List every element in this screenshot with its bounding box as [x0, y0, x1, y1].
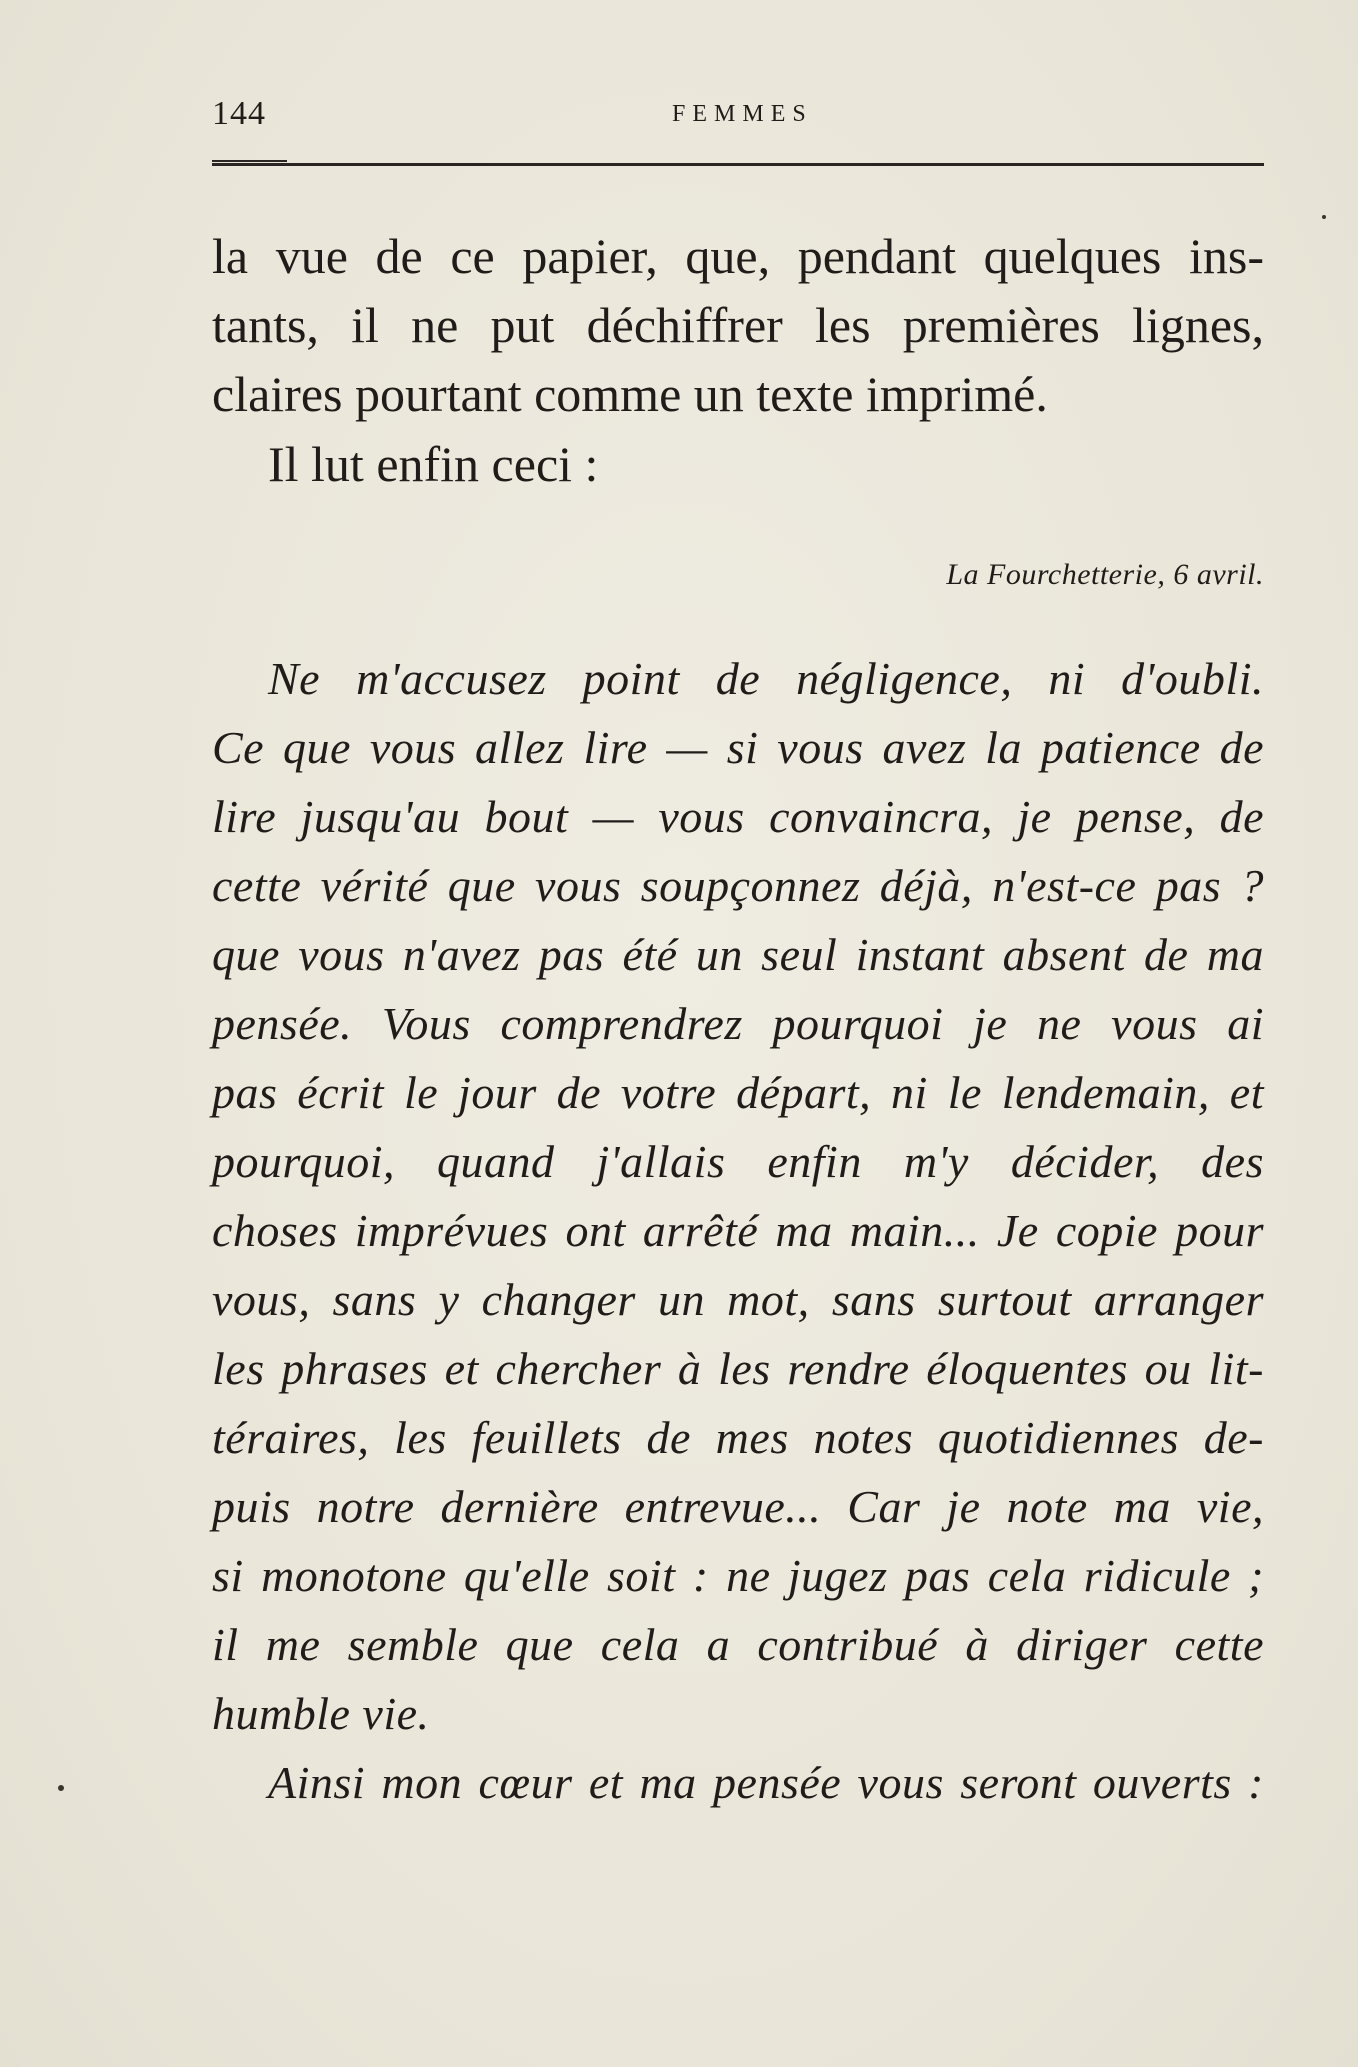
letter-line: Ne m'accusez point de négligence, ni d'oubli.	[268, 653, 1264, 704]
body-line: Il lut enfin ceci :	[268, 436, 599, 492]
letter-line: que vous n'avez pas été un seul instant absent de ma	[212, 929, 1264, 980]
body-line: la vue de ce papier, que, pendant quelques ins-	[212, 228, 1264, 284]
paper-speck	[1322, 215, 1326, 219]
letter-line: vous, sans y changer un mot, sans surtout arranger	[212, 1274, 1264, 1325]
running-title: FEMMES	[672, 101, 813, 127]
body-line: claires pourtant comme un texte imprimé.	[212, 366, 1048, 422]
letter-line: humble vie.	[212, 1688, 430, 1739]
header-rule-short	[212, 160, 287, 162]
letter-line: choses imprévues ont arrêté ma main... Je copie pour	[212, 1205, 1264, 1256]
letter-dateline: La Fourchetterie, 6 avril.	[946, 558, 1264, 591]
page-number: 144	[212, 95, 266, 132]
letter-line: les phrases et chercher à les rendre éloquentes ou lit-	[212, 1343, 1264, 1394]
paper-speck	[58, 1785, 64, 1791]
letter-line: pas écrit le jour de votre départ, ni le lendemain, et	[212, 1067, 1264, 1118]
letter-line: pensée. Vous comprendrez pourquoi je ne vous ai	[212, 998, 1264, 1049]
letter-line: puis notre dernière entrevue... Car je note ma vie,	[212, 1481, 1264, 1532]
letter-line: si monotone qu'elle soit : ne jugez pas cela ridicule ;	[212, 1550, 1264, 1601]
letter-line: téraires, les feuillets de mes notes quotidiennes de-	[212, 1412, 1264, 1463]
letter-line: il me semble que cela a contribué à diriger cette	[212, 1619, 1264, 1670]
body-line: tants, il ne put déchiffrer les premières lignes,	[212, 297, 1264, 353]
letter-line: Ce que vous allez lire — si vous avez la patience de	[212, 722, 1264, 773]
header-rule	[212, 163, 1264, 166]
page-header	[212, 95, 1264, 145]
letter-line: cette vérité que vous soupçonnez déjà, n'est-ce pas ?	[212, 860, 1264, 911]
letter-line: pourquoi, quand j'allais enfin m'y décider, des	[212, 1136, 1264, 1187]
letter-line: lire jusqu'au bout — vous convaincra, je pense, de	[212, 791, 1264, 842]
letter-line: Ainsi mon cœur et ma pensée vous seront ouverts :	[268, 1757, 1264, 1808]
